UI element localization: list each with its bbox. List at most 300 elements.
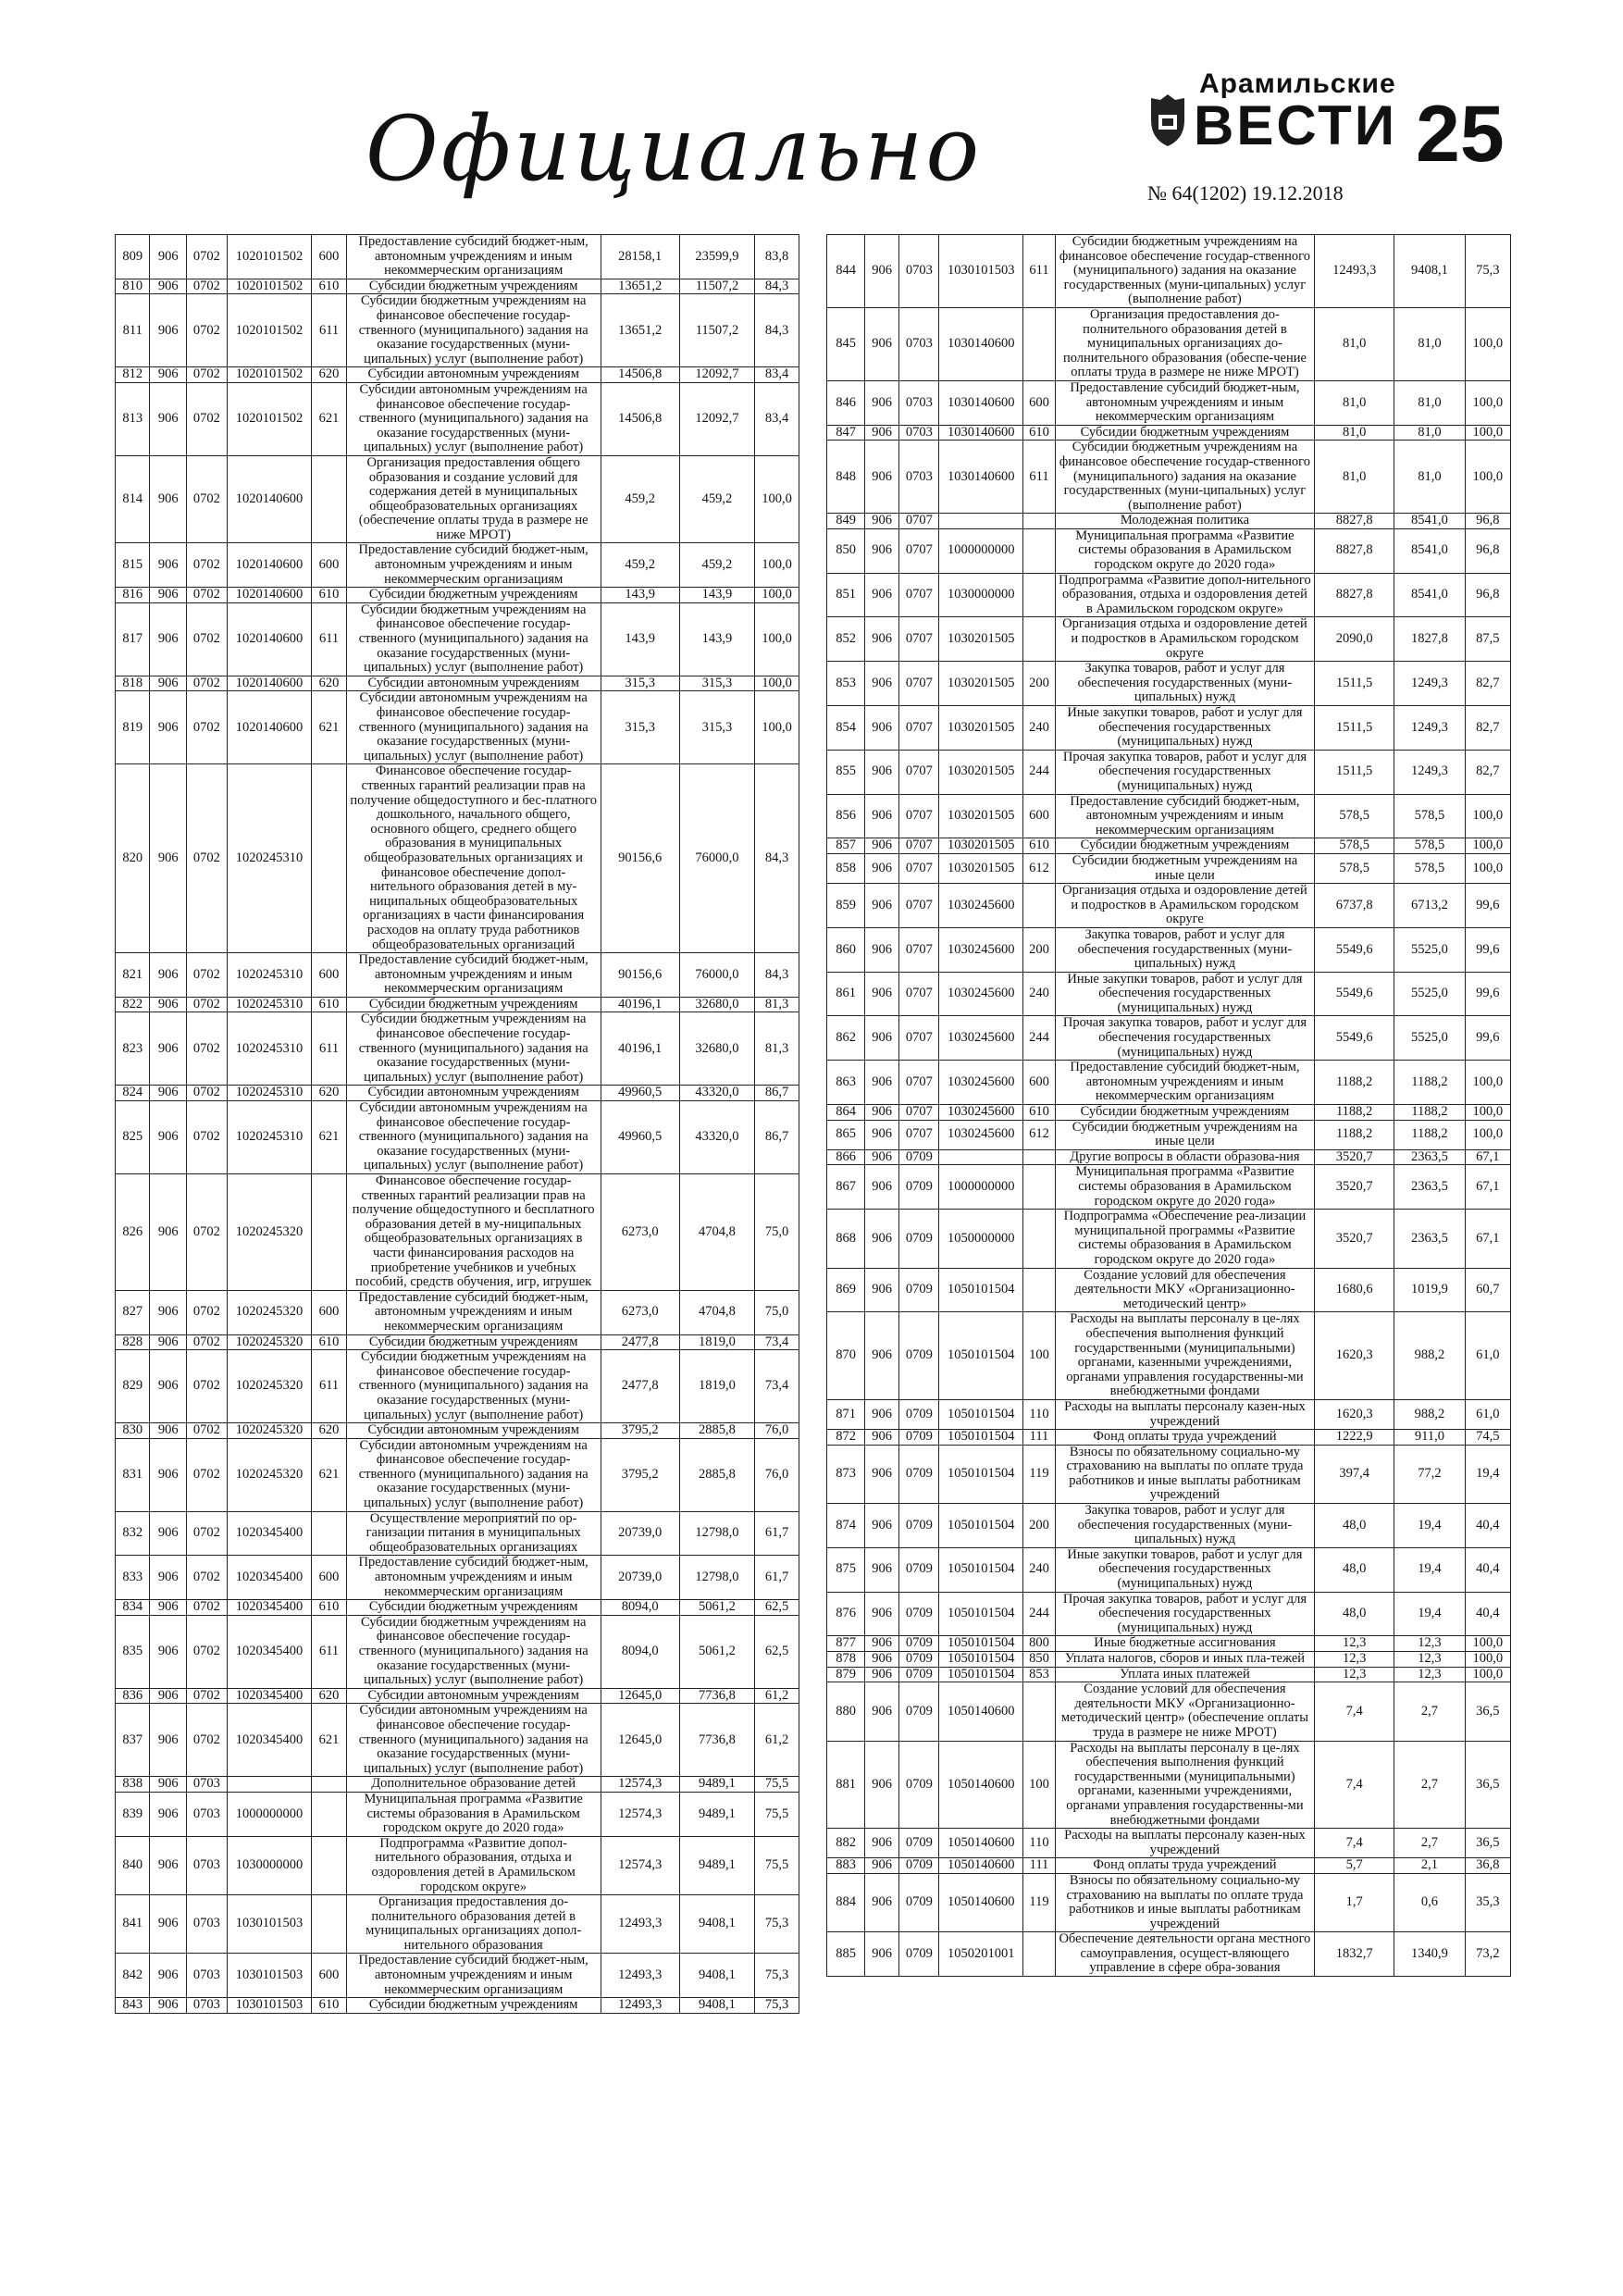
section-code: 0703 (899, 380, 939, 425)
admin-code: 906 (865, 662, 899, 706)
item-name: Предоставление субсидий бюджет-ным, автономным учреждениям и иным некоммерческим организациям (346, 1290, 601, 1334)
planned-amount: 459,2 (601, 543, 679, 588)
table-row (116, 1012, 799, 1086)
expense-type: 621 (312, 691, 346, 764)
planned-amount: 12493,3 (601, 1895, 679, 1954)
expense-type: 612 (1022, 1120, 1055, 1149)
percent-executed: 96,8 (1465, 514, 1510, 529)
expense-type (312, 1792, 346, 1836)
table-row (116, 1086, 799, 1101)
executed-amount: 8541,0 (1394, 528, 1465, 573)
item-name: Субсидии автономным учреждениям на финансовое обеспечение государ-ственного (муниципального) задания на оказание государственных (муни-ципальных) услуг (выполнение работ) (346, 1101, 601, 1174)
section-code: 0707 (899, 794, 939, 838)
executed-amount: 8541,0 (1394, 573, 1465, 617)
target-code: 1050140600 (939, 1682, 1023, 1741)
item-name: Подпрограмма «Развитие допол-нительного образования, отдыха и оздоровления детей в Арамильском городском округе» (346, 1836, 601, 1894)
row-number: 859 (827, 884, 865, 928)
planned-amount: 12574,3 (601, 1836, 679, 1894)
target-code: 1050000000 (939, 1210, 1023, 1268)
expense-type (312, 1511, 346, 1556)
table-row (116, 1954, 799, 1998)
executed-amount: 988,2 (1394, 1399, 1465, 1429)
target-code: 1020245320 (227, 1174, 312, 1291)
table-row (116, 1792, 799, 1836)
admin-code: 906 (865, 235, 899, 308)
item-name: Организация отдыха и оздоровление детей и подростков в Арамильском городском округе (1055, 884, 1314, 928)
item-name: Субсидии автономным учреждениям (346, 1423, 601, 1439)
table-row (116, 953, 799, 998)
planned-amount: 20739,0 (601, 1511, 679, 1556)
section-code: 0707 (899, 927, 939, 972)
expense-type (312, 455, 346, 543)
target-code: 1000000000 (939, 528, 1023, 573)
table-row (827, 853, 1511, 883)
section-code: 0702 (187, 1688, 228, 1704)
section-code: 0702 (187, 1438, 228, 1511)
row-number: 828 (116, 1334, 150, 1350)
row-number: 851 (827, 573, 865, 617)
executed-amount: 988,2 (1394, 1312, 1465, 1400)
percent-executed: 100,0 (755, 676, 799, 691)
table-row (827, 750, 1511, 794)
percent-executed: 75,0 (755, 1290, 799, 1334)
section-code: 0703 (187, 1777, 228, 1793)
target-code: 1030140600 (939, 380, 1023, 425)
row-number: 866 (827, 1149, 865, 1165)
row-number: 825 (116, 1101, 150, 1174)
admin-code: 906 (150, 602, 187, 676)
table-row (116, 602, 799, 676)
row-number: 826 (116, 1174, 150, 1291)
table-row (827, 662, 1511, 706)
section-code: 0709 (899, 1741, 939, 1829)
expense-type (1022, 1268, 1055, 1312)
row-number: 868 (827, 1210, 865, 1268)
item-name: Предоставление субсидий бюджет-ным, автономным учреждениям и иным некоммерческим организациям (1055, 380, 1314, 425)
target-code: 1020245320 (227, 1423, 312, 1439)
row-number: 832 (116, 1511, 150, 1556)
admin-code: 906 (150, 235, 187, 279)
target-code: 1030000000 (227, 1836, 312, 1894)
table-row (827, 441, 1511, 514)
executed-amount: 1249,3 (1394, 662, 1465, 706)
expense-type: 200 (1022, 1504, 1055, 1548)
table-row (827, 514, 1511, 529)
target-code: 1030140600 (939, 307, 1023, 380)
row-number: 835 (116, 1615, 150, 1688)
executed-amount: 7736,8 (679, 1704, 754, 1777)
row-number: 822 (116, 997, 150, 1012)
expense-type (1022, 573, 1055, 617)
item-name: Взносы по обязательному социально-му страхованию на выплаты по оплате труда работников и иные выплаты работникам учреждений (1055, 1873, 1314, 1931)
planned-amount: 90156,6 (601, 953, 679, 998)
row-number: 809 (116, 235, 150, 279)
expense-type: 240 (1022, 1547, 1055, 1592)
expense-type: 611 (312, 602, 346, 676)
expense-type: 621 (312, 382, 346, 455)
percent-executed: 82,7 (1465, 662, 1510, 706)
percent-executed: 84,3 (755, 953, 799, 998)
planned-amount: 90156,6 (601, 764, 679, 953)
item-name: Муниципальная программа «Развитие системы образования в Арамильском городском округе до 2020 года» (1055, 1165, 1314, 1210)
item-name: Другие вопросы в области образова-ния (1055, 1149, 1314, 1165)
admin-code: 906 (150, 1704, 187, 1777)
planned-amount: 81,0 (1314, 307, 1394, 380)
item-name: Муниципальная программа «Развитие системы образования в Арамильском городском округе до 2020 года» (1055, 528, 1314, 573)
section-code: 0709 (899, 1682, 939, 1741)
section-code: 0702 (187, 1086, 228, 1101)
admin-code: 906 (865, 1858, 899, 1874)
planned-amount: 12645,0 (601, 1704, 679, 1777)
percent-executed: 74,5 (1465, 1430, 1510, 1446)
table-row (116, 279, 799, 294)
expense-type: 111 (1022, 1430, 1055, 1446)
expense-type: 621 (312, 1704, 346, 1777)
target-code: 1030201505 (939, 838, 1023, 854)
row-number: 873 (827, 1445, 865, 1503)
section-code: 0707 (899, 884, 939, 928)
row-number: 848 (827, 441, 865, 514)
admin-code: 906 (865, 1667, 899, 1682)
percent-executed: 100,0 (1465, 1061, 1510, 1105)
executed-amount: 43320,0 (679, 1101, 754, 1174)
row-number: 818 (116, 676, 150, 691)
planned-amount: 578,5 (1314, 853, 1394, 883)
executed-amount: 5525,0 (1394, 927, 1465, 972)
table-row (827, 307, 1511, 380)
planned-amount: 3520,7 (1314, 1165, 1394, 1210)
table-row (827, 1120, 1511, 1149)
section-code: 0703 (899, 235, 939, 308)
planned-amount: 3520,7 (1314, 1210, 1394, 1268)
table-row (116, 1556, 799, 1600)
planned-amount: 6273,0 (601, 1174, 679, 1291)
expense-type: 111 (1022, 1858, 1055, 1874)
target-code: 1020140600 (227, 543, 312, 588)
admin-code: 906 (150, 1174, 187, 1291)
executed-amount: 9489,1 (679, 1836, 754, 1894)
section-code: 0709 (899, 1592, 939, 1636)
expense-type: 119 (1022, 1445, 1055, 1503)
percent-executed: 76,0 (755, 1438, 799, 1511)
expense-type: 200 (1022, 927, 1055, 972)
percent-executed: 40,4 (1465, 1592, 1510, 1636)
target-code: 1030201505 (939, 706, 1023, 751)
item-name: Организация предоставления общего образования и создание условий для содержания детей в муниципальных общеобразовательных организациях (обеспечение оплаты труда в размере не ниже МРОТ) (346, 455, 601, 543)
admin-code: 906 (150, 997, 187, 1012)
expense-type (312, 1777, 346, 1793)
executed-amount: 578,5 (1394, 794, 1465, 838)
row-number: 817 (116, 602, 150, 676)
item-name: Субсидии бюджетным учреждениям на финансовое обеспечение государ-ственного (муниципального) задания на оказание государственных (муни-ципальных) услуг (выполнение работ) (346, 1012, 601, 1086)
table-row (116, 1998, 799, 2014)
percent-executed: 83,8 (755, 235, 799, 279)
table-row (827, 794, 1511, 838)
percent-executed: 61,7 (755, 1556, 799, 1600)
target-code: 1050101504 (939, 1268, 1023, 1312)
table-row (827, 1682, 1511, 1741)
budget-table-right (826, 234, 1511, 1977)
item-name: Предоставление субсидий бюджет-ным, автономным учреждениям и иным некоммерческим организациям (346, 235, 601, 279)
item-name: Фонд оплаты труда учреждений (1055, 1430, 1314, 1446)
admin-code: 906 (865, 1636, 899, 1652)
expense-type: 610 (312, 279, 346, 294)
table-row (116, 294, 799, 367)
table-row (116, 382, 799, 455)
section-code: 0707 (899, 662, 939, 706)
planned-amount: 459,2 (601, 455, 679, 543)
item-name: Субсидии автономным учреждениям на финансовое обеспечение государ-ственного (муниципального) задания на оказание государственных (муни-ципальных) услуг (выполнение работ) (346, 382, 601, 455)
admin-code: 906 (865, 706, 899, 751)
table-row (827, 972, 1511, 1016)
row-number: 816 (116, 588, 150, 603)
percent-executed: 100,0 (755, 455, 799, 543)
percent-executed: 99,6 (1465, 972, 1510, 1016)
expense-type: 610 (1022, 838, 1055, 854)
expense-type: 611 (1022, 441, 1055, 514)
row-number: 812 (116, 367, 150, 383)
target-code: 1000000000 (939, 1165, 1023, 1210)
planned-amount: 315,3 (601, 691, 679, 764)
item-name: Иные закупки товаров, работ и услуг для обеспечения государственных (муниципальных) нужд (1055, 972, 1314, 1016)
target-code: 1030140600 (939, 425, 1023, 441)
executed-amount: 459,2 (679, 455, 754, 543)
row-number: 855 (827, 750, 865, 794)
expense-type: 600 (312, 1556, 346, 1600)
executed-amount: 9489,1 (679, 1792, 754, 1836)
admin-code: 906 (865, 1829, 899, 1858)
planned-amount: 14506,8 (601, 382, 679, 455)
row-number: 820 (116, 764, 150, 953)
executed-amount: 1249,3 (1394, 706, 1465, 751)
admin-code: 906 (150, 676, 187, 691)
expense-type (312, 764, 346, 953)
target-code: 1030245600 (939, 1016, 1023, 1061)
planned-amount: 143,9 (601, 602, 679, 676)
expense-type: 600 (312, 1954, 346, 1998)
section-code: 0709 (899, 1445, 939, 1503)
expense-type: 621 (312, 1438, 346, 1511)
section-code: 0707 (899, 514, 939, 529)
planned-amount: 28158,1 (601, 235, 679, 279)
planned-amount: 7,4 (1314, 1682, 1394, 1741)
table-row (116, 1290, 799, 1334)
row-number: 823 (116, 1012, 150, 1086)
executed-amount: 81,0 (1394, 425, 1465, 441)
expense-type (1022, 514, 1055, 529)
planned-amount: 48,0 (1314, 1592, 1394, 1636)
section-code: 0709 (899, 1858, 939, 1874)
section-code: 0709 (899, 1636, 939, 1652)
expense-type: 610 (312, 1600, 346, 1616)
admin-code: 906 (150, 1615, 187, 1688)
planned-amount: 81,0 (1314, 425, 1394, 441)
item-name: Субсидии бюджетным учреждениям на иные цели (1055, 853, 1314, 883)
planned-amount: 14506,8 (601, 367, 679, 383)
target-code: 1020101502 (227, 294, 312, 367)
planned-amount: 6273,0 (601, 1290, 679, 1334)
executed-amount: 2363,5 (1394, 1149, 1465, 1165)
expense-type: 600 (312, 953, 346, 998)
item-name: Иные закупки товаров, работ и услуг для обеспечения государственных (муниципальных) нужд (1055, 706, 1314, 751)
table-row (116, 1334, 799, 1350)
target-code (227, 1777, 312, 1793)
executed-amount: 1819,0 (679, 1334, 754, 1350)
item-name: Предоставление субсидий бюджет-ным, автономным учреждениям и иным некоммерческим организациям (346, 543, 601, 588)
admin-code: 906 (865, 1149, 899, 1165)
table-row (116, 691, 799, 764)
planned-amount: 1188,2 (1314, 1061, 1394, 1105)
percent-executed: 83,4 (755, 382, 799, 455)
percent-executed: 60,7 (1465, 1268, 1510, 1312)
section-code: 0709 (899, 1312, 939, 1400)
target-code: 1020101502 (227, 382, 312, 455)
percent-executed: 75,5 (755, 1836, 799, 1894)
section-code: 0703 (187, 1895, 228, 1954)
target-code: 1050201001 (939, 1932, 1023, 1977)
table-row (827, 1932, 1511, 1977)
table-row (827, 1445, 1511, 1503)
planned-amount: 2477,8 (601, 1350, 679, 1423)
row-number: 833 (116, 1556, 150, 1600)
percent-executed: 82,7 (1465, 750, 1510, 794)
expense-type: 244 (1022, 750, 1055, 794)
issue-number: № 64(1202) 19.12.2018 (1147, 181, 1344, 205)
table-row (827, 1210, 1511, 1268)
admin-code: 906 (865, 1399, 899, 1429)
table-row (827, 1547, 1511, 1592)
expense-type: 611 (312, 1350, 346, 1423)
target-code: 1050101504 (939, 1636, 1023, 1652)
table-row (827, 1165, 1511, 1210)
planned-amount: 13651,2 (601, 279, 679, 294)
target-code: 1020245310 (227, 1012, 312, 1086)
table-row (827, 884, 1511, 928)
table-row (827, 706, 1511, 751)
table-row (116, 455, 799, 543)
item-name: Прочая закупка товаров, работ и услуг для обеспечения государственных (муниципальных) нужд (1055, 1016, 1314, 1061)
executed-amount: 1819,0 (679, 1350, 754, 1423)
planned-amount: 49960,5 (601, 1101, 679, 1174)
admin-code: 906 (865, 528, 899, 573)
percent-executed: 100,0 (1465, 425, 1510, 441)
row-number: 860 (827, 927, 865, 972)
target-code: 1050140600 (939, 1829, 1023, 1858)
executed-amount: 19,4 (1394, 1547, 1465, 1592)
section-code: 0703 (899, 307, 939, 380)
row-number: 857 (827, 838, 865, 854)
admin-code: 906 (865, 1016, 899, 1061)
table-row (827, 1399, 1511, 1429)
executed-amount: 8541,0 (1394, 514, 1465, 529)
item-name: Дополнительное образование детей (346, 1777, 601, 1793)
section-code: 0709 (899, 1873, 939, 1931)
section-code: 0709 (899, 1430, 939, 1446)
percent-executed: 86,7 (755, 1101, 799, 1174)
percent-executed: 99,6 (1465, 927, 1510, 972)
section-code: 0702 (187, 1174, 228, 1291)
admin-code: 906 (150, 543, 187, 588)
executed-amount: 12798,0 (679, 1511, 754, 1556)
percent-executed: 84,3 (755, 279, 799, 294)
target-code: 1020101502 (227, 235, 312, 279)
expense-type: 620 (312, 1086, 346, 1101)
section-code: 0702 (187, 1012, 228, 1086)
section-code: 0703 (899, 425, 939, 441)
admin-code: 906 (150, 1895, 187, 1954)
planned-amount: 81,0 (1314, 380, 1394, 425)
target-code (939, 1149, 1023, 1165)
admin-code: 906 (865, 1312, 899, 1400)
admin-code: 906 (865, 750, 899, 794)
executed-amount: 2885,8 (679, 1423, 754, 1439)
item-name: Предоставление субсидий бюджет-ным, автономным учреждениям и иным некоммерческим организациям (346, 1954, 601, 1998)
admin-code: 906 (865, 1165, 899, 1210)
admin-code: 906 (150, 1290, 187, 1334)
admin-code: 906 (865, 972, 899, 1016)
executed-amount: 23599,9 (679, 235, 754, 279)
executed-amount: 5061,2 (679, 1600, 754, 1616)
target-code: 1020140600 (227, 588, 312, 603)
table-row (827, 380, 1511, 425)
expense-type: 600 (1022, 794, 1055, 838)
percent-executed: 96,8 (1465, 528, 1510, 573)
section-code: 0702 (187, 953, 228, 998)
admin-code: 906 (865, 838, 899, 854)
table-row (116, 1688, 799, 1704)
expense-type: 600 (312, 543, 346, 588)
item-name: Субсидии бюджетным учреждениям на финансовое обеспечение государ-ственного (муниципального) задания на оказание государственных (муни-ципальных) услуг (выполнение работ) (1055, 441, 1314, 514)
admin-code: 906 (150, 294, 187, 367)
percent-executed: 100,0 (1465, 853, 1510, 883)
admin-code: 906 (150, 1556, 187, 1600)
planned-amount: 5,7 (1314, 1858, 1394, 1874)
item-name: Подпрограмма «Развитие допол-нительного образования, отдыха и оздоровления детей в Арамильском городском округе» (1055, 573, 1314, 617)
admin-code: 906 (150, 691, 187, 764)
planned-amount: 48,0 (1314, 1504, 1394, 1548)
executed-amount: 12,3 (1394, 1667, 1465, 1682)
planned-amount: 1680,6 (1314, 1268, 1394, 1312)
item-name: Субсидии бюджетным учреждениям на финансовое обеспечение государ-ственного (муниципального) задания на оказание государственных (муни-ципальных) услуг (выполнение работ) (346, 1615, 601, 1688)
section-code: 0703 (899, 441, 939, 514)
item-name: Финансовое обеспечение государ-ственных гарантий реализации прав на получение общедоступного и бес-платного дошкольного, начального общего, основного общего, среднего общего образования в муниципальных общеобразовательных организациях и финансовое обеспечение допол-нительного образования детей в му-ниципальных общеобразовательных организациях в части финансирования расходов на оплату труда работников общеобразовательных организаций (346, 764, 601, 953)
table-row (116, 1615, 799, 1688)
expense-type (1022, 1210, 1055, 1268)
executed-amount: 77,2 (1394, 1445, 1465, 1503)
expense-type (1022, 1932, 1055, 1977)
section-code: 0702 (187, 455, 228, 543)
item-name: Уплата налогов, сборов и иных пла-тежей (1055, 1652, 1314, 1668)
admin-code: 906 (865, 927, 899, 972)
item-name: Создание условий для обеспечения деятельности МКУ «Организационно-методический центр» (обеспечение оплаты труда в размере не ниже МРОТ) (1055, 1682, 1314, 1741)
item-name: Субсидии бюджетным учреждениям на финансовое обеспечение государ-ственного (муниципального) задания на оказание государственных (муни-ципальных) услуг (выполнение работ) (1055, 235, 1314, 308)
target-code: 1030201505 (939, 750, 1023, 794)
admin-code: 906 (150, 1954, 187, 1998)
percent-executed: 61,2 (755, 1688, 799, 1704)
planned-amount: 7,4 (1314, 1829, 1394, 1858)
percent-executed: 75,5 (755, 1792, 799, 1836)
executed-amount: 143,9 (679, 602, 754, 676)
admin-code: 906 (865, 1652, 899, 1668)
planned-amount: 8094,0 (601, 1615, 679, 1688)
planned-amount: 12574,3 (601, 1792, 679, 1836)
percent-executed: 99,6 (1465, 1016, 1510, 1061)
row-number: 813 (116, 382, 150, 455)
row-number: 878 (827, 1652, 865, 1668)
expense-type: 850 (1022, 1652, 1055, 1668)
row-number: 845 (827, 307, 865, 380)
section-code: 0702 (187, 382, 228, 455)
